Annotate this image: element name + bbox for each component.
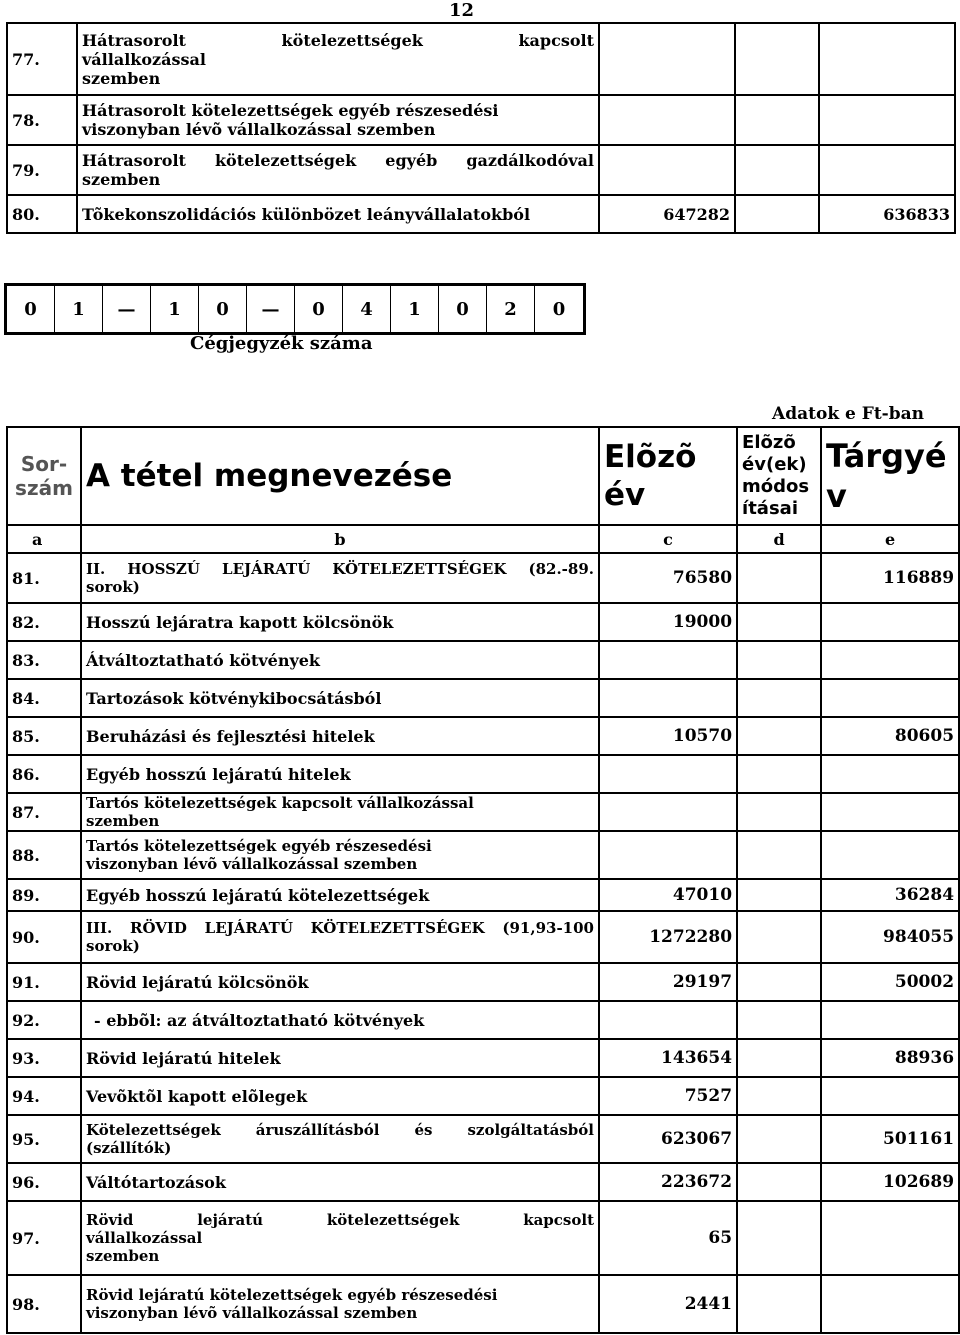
header-text: Elõzõ [604,439,697,475]
header-col-a [7,427,81,525]
header-text: ításai [742,498,798,519]
table-row [7,1201,959,1275]
row-number: 77. [7,23,77,95]
table-row [7,603,959,641]
row-number: 95. [7,1115,81,1163]
prev-year-value [599,145,735,195]
row-label [81,879,599,911]
row-label-line: Rövid lejáratú hitelek [86,1048,281,1068]
row-label-line: Váltótartozások [86,1172,226,1192]
row-label: Tõkekonszolidációs különbözet leányvállalatokból [77,195,599,233]
row-label-line: Rövid lejáratú kötelezettségek kapcsolt [86,1211,594,1229]
modification-value [735,145,819,195]
current-year-value [821,641,959,679]
current-year-value [821,755,959,793]
row-label [81,911,599,963]
header-text: szám [15,476,73,500]
prev-year-value: 29197 [599,963,737,1001]
row-number: 87. [7,793,81,831]
letter-e: e [821,525,959,553]
current-year-value: 102689 [821,1163,959,1201]
row-label [81,641,599,679]
table-row [7,1077,959,1115]
row-label-line: sorok) [86,578,140,596]
modification-value [737,755,821,793]
row-number: 93. [7,1039,81,1077]
row-number: 94. [7,1077,81,1115]
prev-year-value [599,23,735,95]
row-label-line: Hátrasorolt kötelezettségek egyéb részesedési [82,101,499,120]
row-label [81,1077,599,1115]
modification-value [735,95,819,145]
row-label-line: Egyéb hosszú lejáratú kötelezettségek [86,885,430,905]
modification-value [737,1163,821,1201]
row-label-line: III. RÖVID LEJÁRATÚ KÖTELEZETTSÉGEK (91,93-100 [86,919,594,937]
modification-value [737,879,821,911]
current-year-value [821,793,959,831]
table-row [7,95,955,145]
row-label [81,755,599,793]
table-row [7,553,959,603]
row-label-line: - ebbõl: az átváltoztatható kötvények [94,1010,425,1030]
current-year-value [821,1275,959,1333]
prev-year-value [599,95,735,145]
reg-digit: 0 [295,286,343,332]
table-row [7,1163,959,1201]
header-text: v [826,477,847,515]
letters-row [7,525,959,553]
row-label-line: Rövid lejáratú kölcsönök [86,972,309,992]
prev-year-value: 1272280 [599,911,737,963]
row-label [81,1001,599,1039]
row-number: 97. [7,1201,81,1275]
letter-a: a [7,525,81,553]
row-label-line: Átváltoztatható kötvények [86,650,321,670]
header-text: év(ek) [742,454,807,475]
row-label [81,679,599,717]
row-number: 89. [7,879,81,911]
current-year-value: 88936 [821,1039,959,1077]
current-year-value [819,23,955,95]
row-label [81,717,599,755]
modification-value [737,963,821,1001]
row-number: 80. [7,195,77,233]
prev-year-value: 647282 [599,195,735,233]
row-label [77,23,599,95]
row-label-line: Tartós kötelezettségek egyéb részesedési [86,837,432,855]
row-label-line: Kötelezettségek áruszállításból és szolgáltatásból [86,1121,594,1139]
row-label-line: szemben [82,68,161,88]
table-row [7,679,959,717]
prev-year-value [599,793,737,831]
row-label-line: Tartozások kötvénykibocsátásból [86,688,382,708]
table-row [7,963,959,1001]
table-row [7,911,959,963]
prev-year-value: 143654 [599,1039,737,1077]
row-number: 86. [7,755,81,793]
row-number: 82. [7,603,81,641]
modification-value [737,641,821,679]
prev-year-value: 10570 [599,717,737,755]
row-label [81,1163,599,1201]
prev-year-value: 2441 [599,1275,737,1333]
header-text: Elõzõ [742,432,796,453]
liabilities-table [6,401,960,1334]
modification-value [735,195,819,233]
prev-year-value: 65 [599,1201,737,1275]
row-label [81,831,599,879]
current-year-value: 116889 [821,553,959,603]
modification-value [737,831,821,879]
row-label-line: vállalkozással [86,1229,203,1247]
row-label-line: vállalkozással [82,49,206,69]
prev-year-value: 623067 [599,1115,737,1163]
table-row [7,195,955,233]
current-year-value [821,679,959,717]
prev-year-value [599,755,737,793]
row-label-line: II. HOSSZÚ LEJÁRATÚ KÖTELEZETTSÉGEK (82.-89. [86,560,594,578]
prev-year-value: 47010 [599,879,737,911]
row-label-line: Hosszú lejáratra kapott kölcsönök [86,612,394,632]
row-number: 98. [7,1275,81,1333]
table-row [7,1039,959,1077]
row-label [77,145,599,195]
table-row [7,1115,959,1163]
table-row [7,879,959,911]
table-row [7,831,959,879]
current-year-value [819,95,955,145]
row-number: 91. [7,963,81,1001]
row-number: 84. [7,679,81,717]
modification-value [737,1201,821,1275]
prev-year-value [599,641,737,679]
current-year-value [821,1001,959,1039]
prev-year-value: 223672 [599,1163,737,1201]
row-label-line: viszonyban lévõ vállalkozással szemben [82,120,436,139]
company-registration-number [4,283,586,335]
header-text: Tárgyé [826,437,947,475]
row-number: 79. [7,145,77,195]
units-label: Adatok e Ft-ban [772,403,925,424]
prev-year-value: 76580 [599,553,737,603]
row-label [81,1275,599,1333]
reg-digit: 0 [7,286,55,332]
row-number: 78. [7,95,77,145]
letter-c: c [599,525,737,553]
row-label [81,963,599,1001]
letter-b: b [81,525,599,553]
row-label-line: Egyéb hosszú lejáratú hitelek [86,764,351,784]
current-year-value [819,145,955,195]
modification-value [737,717,821,755]
reg-digit: 0 [552,298,566,320]
modification-value [737,1077,821,1115]
row-number: 90. [7,911,81,963]
modification-value [737,1039,821,1077]
row-label-line: Tartós kötelezettségek kapcsolt vállalkozással [86,794,474,812]
prev-year-value: 19000 [599,603,737,641]
rows-body [7,553,959,1333]
header-text: év [604,477,646,513]
current-year-value: 636833 [819,195,955,233]
row-label [81,1115,599,1163]
modification-value [737,1001,821,1039]
prev-year-value [599,679,737,717]
modification-value [737,1115,821,1163]
table-row [7,793,959,831]
reg-digit: 1 [391,286,439,332]
row-label [81,553,599,603]
table-row [7,1001,959,1039]
prev-year-value [599,831,737,879]
header-text: Sor- [20,452,68,476]
reg-separator: — [103,286,151,332]
prev-year-value [599,1001,737,1039]
current-year-value: 36284 [821,879,959,911]
row-label-line: Rövid lejáratú kötelezettségek egyéb részesedési [86,1286,498,1304]
row-label-line: viszonyban lévõ vállalkozással szemben [86,1304,418,1322]
current-year-value [821,603,959,641]
current-year-value: 50002 [821,963,959,1001]
current-year-value [821,1077,959,1115]
row-label-line: szemben [86,812,160,830]
modification-value [737,1275,821,1333]
row-number: 92. [7,1001,81,1039]
current-year-value: 984055 [821,911,959,963]
units-row [7,401,959,427]
current-year-value: 80605 [821,717,959,755]
registration-caption: Cégjegyzék száma [190,333,373,354]
table-row [7,1275,959,1333]
row-number: 81. [7,553,81,603]
reg-digit: 4 [343,286,391,332]
header-col-b: A tétel megnevezése [81,427,599,525]
current-year-value [821,831,959,879]
row-label [81,603,599,641]
header-col-d [737,427,821,525]
header-row [7,427,959,525]
table-row [7,23,955,95]
row-label-line: (szállítók) [86,1139,172,1157]
reg-digit: 0 [439,286,487,332]
modification-value [737,553,821,603]
table-row [7,755,959,793]
row-label-line: Beruházási és fejlesztési hitelek [86,726,375,746]
modification-value [735,23,819,95]
row-number: 96. [7,1163,81,1201]
modification-value [737,679,821,717]
row-label-line: viszonyban lévõ vállalkozással szemben [86,855,418,873]
reg-digit: 0 [199,286,247,332]
modification-value [737,603,821,641]
reg-separator: — [247,286,295,332]
top-liabilities-table [6,22,956,234]
reg-digit: 1 [55,286,103,332]
table-row [7,145,955,195]
page-number: 12 [449,0,475,21]
current-year-value: 501161 [821,1115,959,1163]
row-label-line: Hátrasorolt kötelezettségek egyéb gazdálkodóval [82,151,594,170]
row-label-line: szemben [82,170,161,189]
header-col-e [821,427,959,525]
row-label [77,95,599,145]
reg-digit: 2 [487,286,535,332]
modification-value [737,793,821,831]
row-label-line: szemben [86,1247,160,1265]
letter-d: d [737,525,821,553]
row-label [81,1039,599,1077]
reg-digit: 1 [151,286,199,332]
row-label-line: sorok) [86,937,140,955]
row-label-line: Vevõktõl kapott elõlegek [86,1086,308,1106]
prev-year-value: 7527 [599,1077,737,1115]
row-label [81,1201,599,1275]
row-label-line: Hátrasorolt kötelezettségek kapcsolt [82,30,594,50]
row-number: 85. [7,717,81,755]
modification-value [737,911,821,963]
header-col-c [599,427,737,525]
table-row [7,717,959,755]
current-year-value [821,1201,959,1275]
row-number: 88. [7,831,81,879]
table-row [7,641,959,679]
header-text: módos [742,476,810,497]
row-label [81,793,599,831]
row-number: 83. [7,641,81,679]
